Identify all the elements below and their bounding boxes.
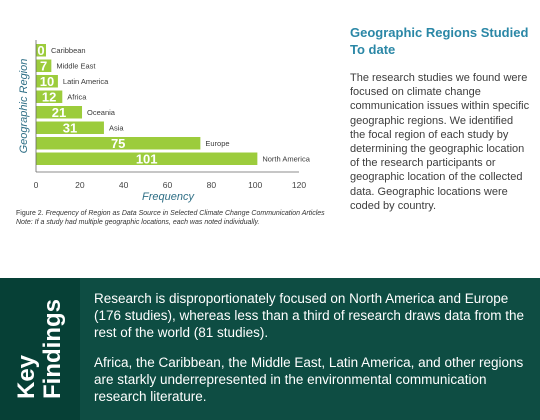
key-findings-tab (0, 278, 80, 420)
key-findings-text (94, 290, 530, 418)
category-label: Latin America (62, 77, 109, 87)
finding-paragraph: Africa, the Caribbean, the Middle East, Latin America, and other regions are starkly underrepresented in the environmental communication research literature. (94, 355, 524, 404)
category-label: Oceania (87, 108, 115, 118)
category-label: North America (262, 154, 310, 164)
x-tick-label: 100 (248, 180, 263, 190)
bar-value-label: 75 (110, 135, 126, 151)
x-tick-label: 120 (291, 180, 307, 190)
category-label: Africa (67, 92, 87, 102)
key-findings-label (14, 299, 66, 399)
section-heading: Geographic Regions Studied To date (350, 25, 529, 57)
y-axis-title: Geographic Region (18, 58, 30, 154)
category-label: Middle East (56, 61, 96, 71)
category-label: Asia (108, 123, 124, 133)
bar-value-label: 21 (51, 104, 67, 120)
bar-value-label: 12 (41, 89, 57, 105)
x-ticks (34, 180, 307, 190)
key-findings-panel (0, 278, 540, 420)
x-tick-label: 80 (206, 180, 217, 190)
finding-paragraph: Research is disproportionately focused on North America and Europe (176 studies), whereas less than a third of research draws data from the rest of the world (81 studies). (94, 291, 524, 340)
bar-chart (0, 0, 340, 205)
bar-value-label: 31 (62, 120, 78, 136)
category-label: Europe (205, 139, 230, 149)
figure-caption (16, 209, 346, 227)
x-tick-label: 20 (75, 180, 85, 190)
bar-value-label: 0 (37, 42, 45, 58)
key-findings-label-line2: Findings (39, 299, 66, 399)
bar-group (36, 43, 311, 167)
bar-value-label: 101 (135, 151, 158, 167)
figure-prefix: Figure 2. (16, 210, 46, 217)
bar-value-label: 7 (40, 58, 48, 74)
x-tick-label: 40 (118, 180, 129, 190)
section-body: The research studies we found were focused on climate change communication issues within specific geographic regions. We identified the focal region of each study by determining the geographic location of the research participants or geographic location of the collected data. Geographic locations were coded by country. (350, 72, 530, 212)
category-label: Caribbean (51, 46, 86, 56)
x-axis-title: Frequency (142, 191, 194, 203)
x-tick-label: 0 (33, 180, 39, 190)
x-tick-label: 60 (162, 180, 173, 190)
figure-title-line (16, 209, 346, 218)
key-findings-label-line1: Key (13, 354, 40, 399)
figure-note: Note: If a study had multiple geographic locations, each was noted individually. (16, 219, 260, 226)
figure-title: Frequency of Region as Data Source in Selected Climate Change Communication Articles (45, 210, 325, 217)
bar-value-label: 10 (39, 73, 55, 89)
